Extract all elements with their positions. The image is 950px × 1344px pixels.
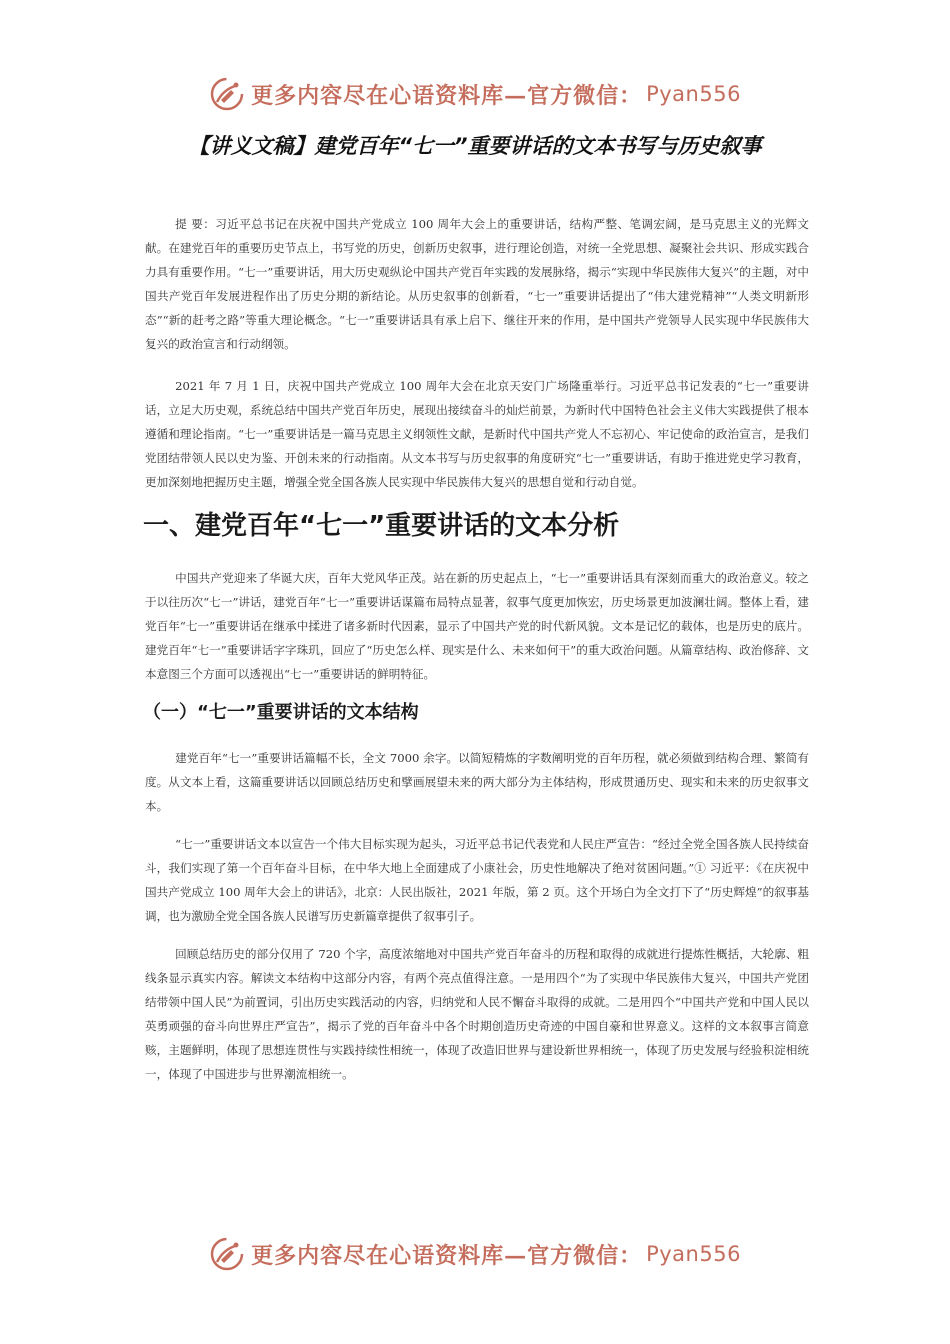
banner-inner [209,76,741,112]
section-heading: 一、建党百年“七一”重要讲话的文本分析 [143,511,620,541]
abstract-paragraph: 提 要：习近平总书记在庆祝中国共产党成立 100 周年大会上的重要讲话，结构严整、笔调宏阔，是马克思主义的光辉文献。在建党百年的重要历史节点上，书写党的历史，创新历史叙事，进行理论创造，对统一全党思想、凝聚社会共识、形成实践合力具有重要作用。“七一”重要讲话，用大历史观纵论中国共产党百年实践的发展脉络，揭示“实现中华民族伟大复兴”的主题，对中国共产党百年发展进程作出了历史分期的新结论。从历史叙事的创新看，“七一”重要讲话提出了“伟大建党精神”“人类文明新形态”“新的赶考之路”等重大理论概念。“七一”重要讲话具有承上启下、继往开来的作用，是中国共产党领导人民实现中华民族伟大复兴的政治宣言和行动纲领。 [145,217,809,351]
subsection-paragraph: 回顾总结历史的部分仅用了 720 个字，高度浓缩地对中国共产党百年奋斗的历程和取得的成就进行提炼性概括，大轮廓、粗线条显示真实内容。解读文本结构中这部分内容，有两个亮点值得注意。一是用四个“为了实现中华民族伟大复兴，中国共产党团结带领中国人民”为前置词，引出历史实践活动的内容，归纳党和人民不懈奋斗取得的成就。二是用四个“中国共产党和中国人民以英勇顽强的奋斗向世界庄严宣告”，揭示了党的百年奋斗中各个时期创造历史奇迹的中国自豪和世界意义。这样的文本叙事言简意赅，主题鲜明，体现了思想连贯性与实践持续性相统一，体现了改造旧世界与建设新世界相统一，体现了历史发展与经验积淀相统一，体现了中国进步与世界潮流相统一。 [145,947,809,1081]
banner-text: 更多内容尽在心语资料库—官方微信： [251,82,643,109]
subsection-paragraph: “七一”重要讲话文本以宣告一个伟大目标实现为起头，习近平总书记代表党和人民庄严宣告：“经过全党全国各族人民持续奋斗，我们实现了第一个百年奋斗目标，在中华大地上全面建成了小康社会，历史性地解决了绝对贫困问题。”① 习近平：《在庆祝中国共产党成立 100 周年大会上的讲话》，北京：人民出版社，2021 年版，第 2 页。这个开场白为全文打下了“历史辉煌”的叙事基调，也为激励全党全国各族人民谱写历史新篇章提供了叙事引子。 [145,837,809,923]
section-paragraph: 中国共产党迎来了华诞大庆，百年大党风华正茂。站在新的历史起点上，“七一”重要讲话具有深刻而重大的政治意义。较之于以往历次“七一”讲话，建党百年“七一”重要讲话谋篇布局特点显著，叙事气度更加恢宏，历史场景更加波澜壮阔。整体上看，建党百年“七一”重要讲话在继承中揉进了诸多新时代因素，显示了中国共产党的时代新风貌。文本是记忆的载体，也是历史的底片。建党百年“七一”重要讲话字字珠玑，回应了“历史怎么样、现实是什么、未来如何干”的重大政治问题。从篇章结构、政治修辞、文本意图三个方面可以透视出“七一”重要讲话的鲜明特征。 [145,571,809,681]
document-body [145,212,809,1100]
banner-wechat-id: Pyan556 [646,1242,741,1266]
document-title: 【讲义文稿】建党百年“七一”重要讲话的文本书写与历史叙事 [188,134,762,158]
watermark-banner-bottom [0,1232,950,1276]
subsection-heading: （一）“七一”重要讲话的文本结构 [143,702,419,723]
logo-icon [209,76,245,112]
watermark-banner-top [0,72,950,116]
intro-paragraph: 2021 年 7 月 1 日，庆祝中国共产党成立 100 周年大会在北京天安门广场隆重举行。习近平总书记发表的“七一”重要讲话，立足大历史观，系统总结中国共产党百年历史，展现出接续奋斗的灿烂前景，为新时代中国特色社会主义伟大实践提供了根本遵循和理论指南。“七一”重要讲话是一篇马克思主义纲领性文献，是新时代中国共产党人不忘初心、牢记使命的政治宣言，是我们党团结带领人民以史为鉴、开创未来的行动指南。从文本书写与历史叙事的角度研究“七一”重要讲话，有助于推进党史学习教育，更加深刻地把握历史主题，增强全党全国各族人民实现中华民族伟大复兴的思想自觉和行动自觉。 [145,379,809,489]
logo-icon [209,1236,245,1272]
banner-inner [209,1236,741,1272]
banner-wechat-id: Pyan556 [646,82,741,106]
banner-text: 更多内容尽在心语资料库—官方微信： [251,1242,643,1269]
subsection-paragraph: 建党百年“七一”重要讲话篇幅不长，全文 7000 余字。以简短精炼的字数阐明党的百年历程，就必须做到结构合理、繁简有度。从文本上看，这篇重要讲话以回顾总结历史和擘画展望未来的两大部分为主体结构，形成贯通历史、现实和未来的历史叙事文本。 [145,751,809,813]
